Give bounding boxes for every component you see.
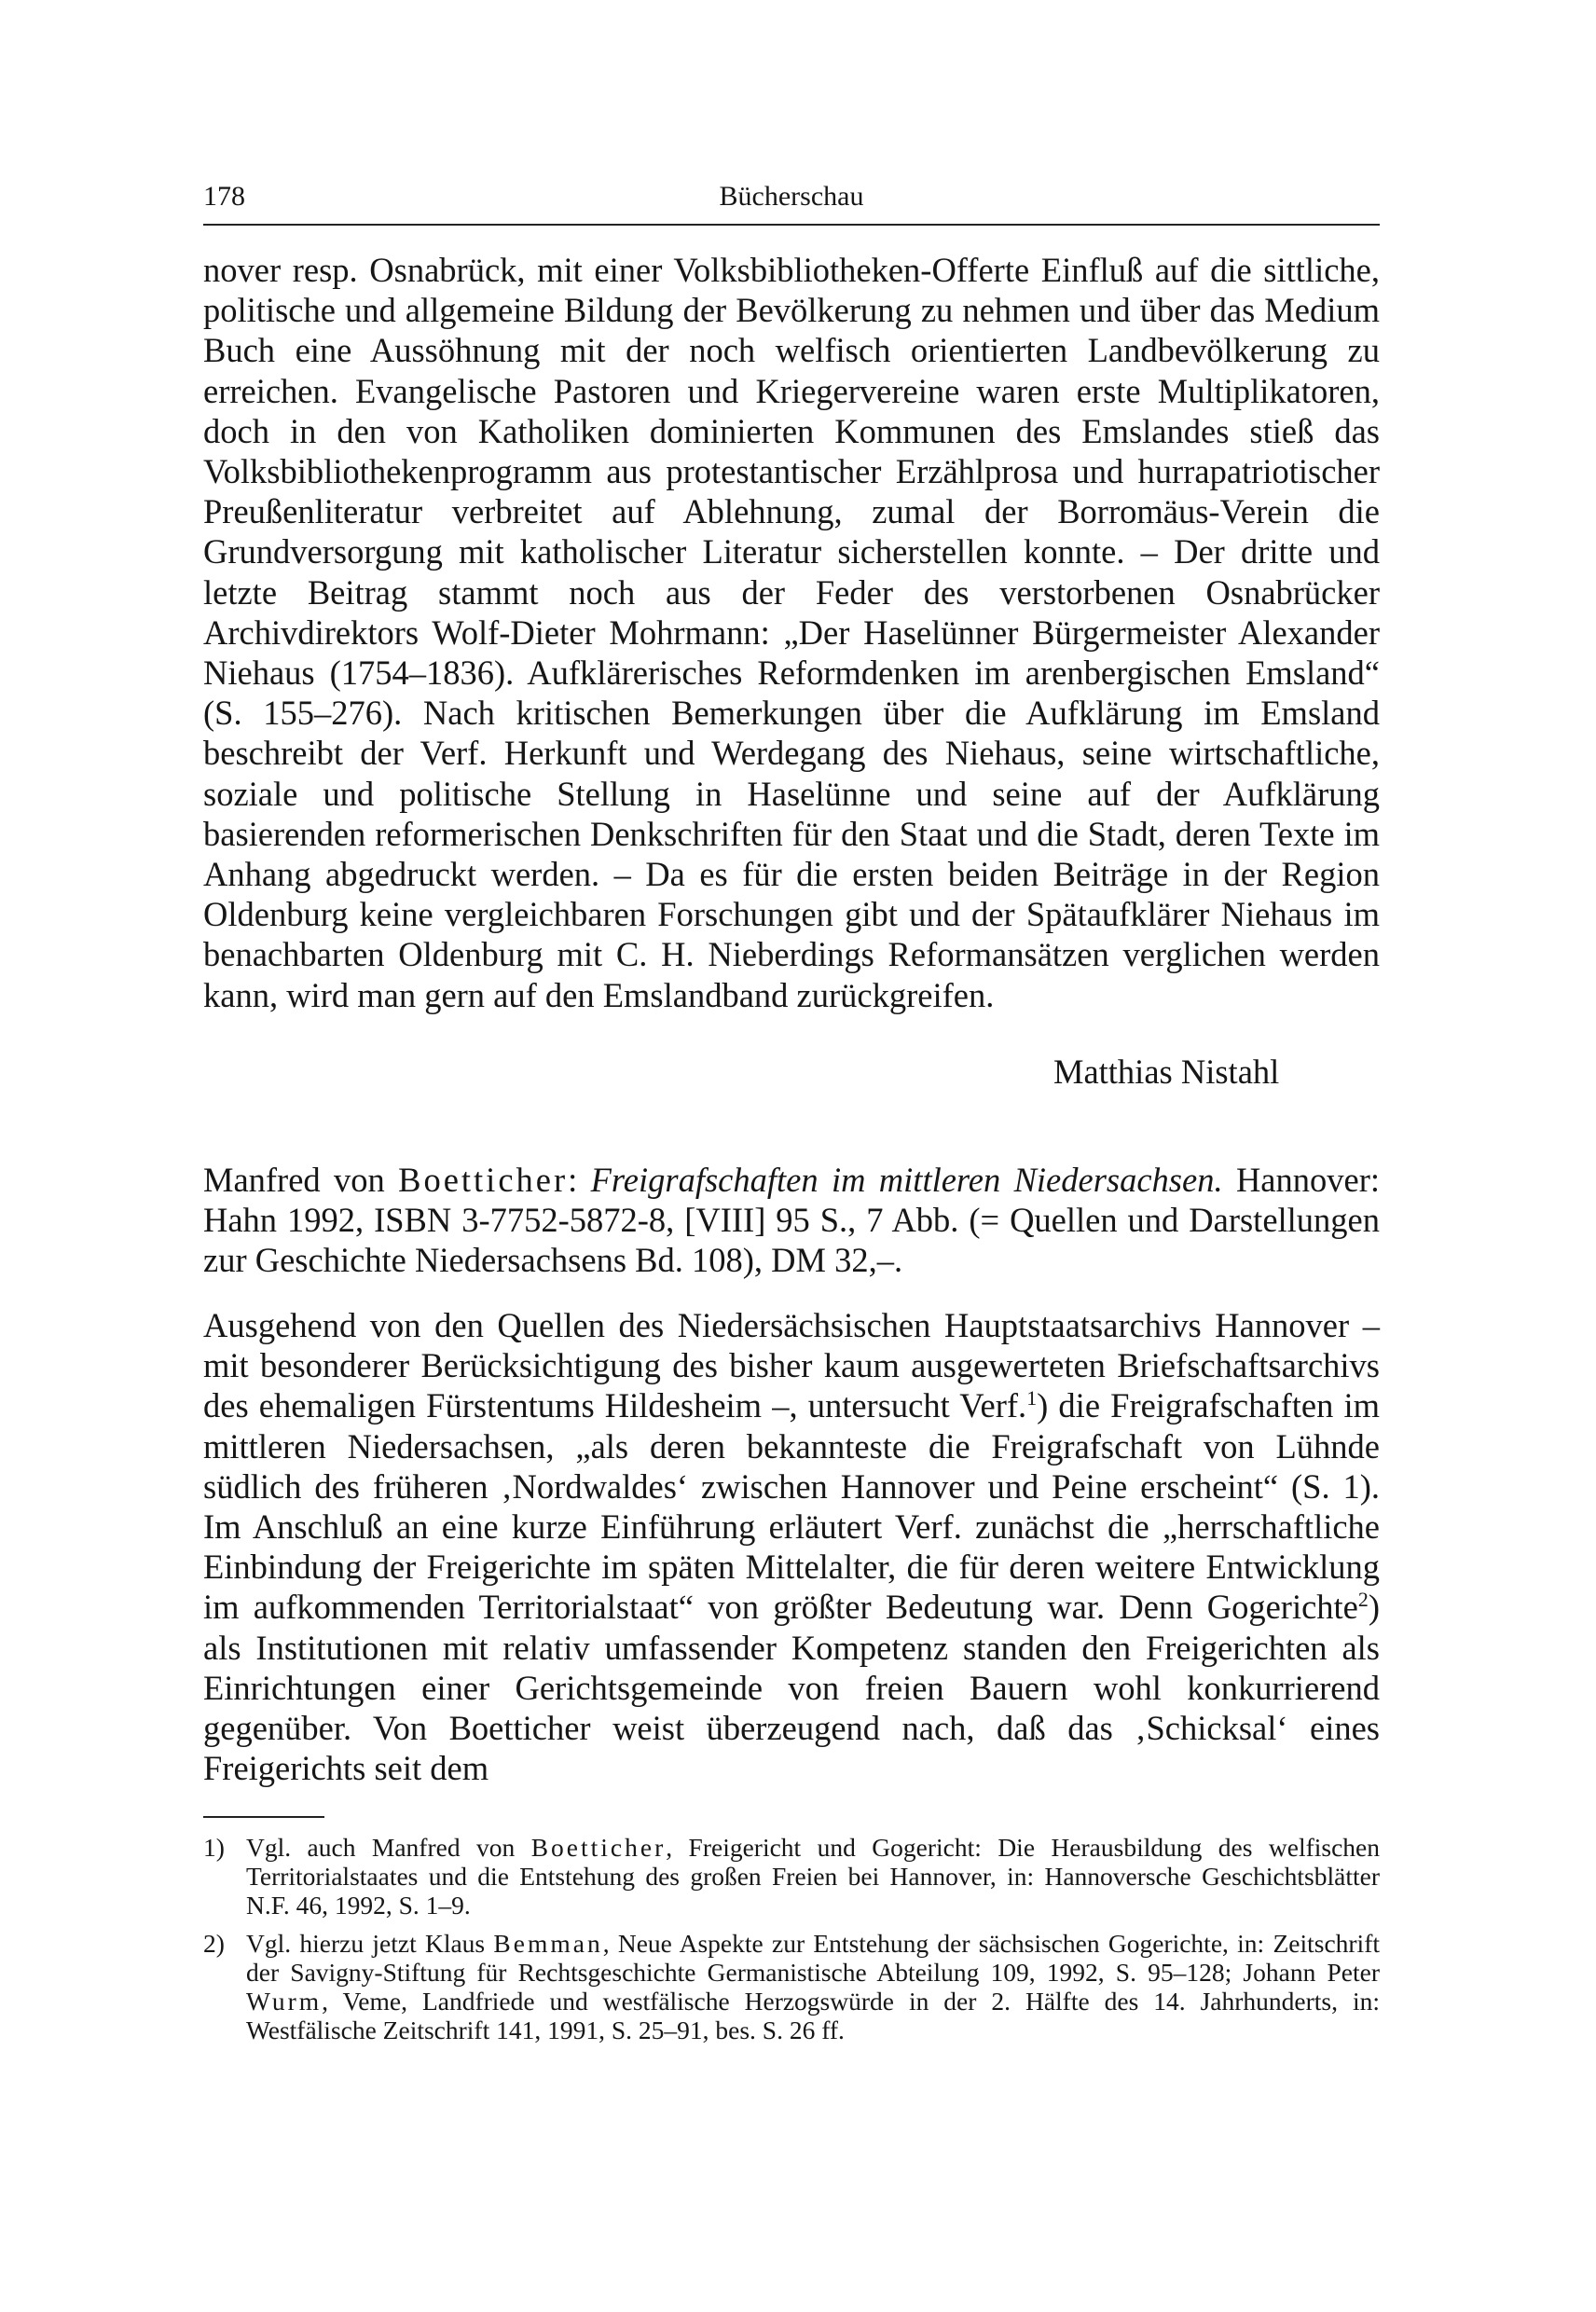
footnote-mark: 1): [203, 1833, 225, 1862]
review-text-c: ) als Institutionen mit relativ umfassender Kompetenz standen den Freigerichten als Einrichtungen einer Gerichtsgemeinde von freien Bauern wohl konkurrierend gegenüber. Von Boetticher weist überzeugend nach, daß das ‚Schicksal‘ eines Freigerichts seit dem: [203, 1588, 1380, 1788]
footnote-text: Vgl. auch Manfred von: [246, 1833, 531, 1862]
book-citation: Manfred von Boetticher: Freigrafschaften im mittleren Niedersachsen. Hannover: Hahn 1992, ISBN 3-7752-5872-8, [VIII] 95 S., 7 Abb. (= Quellen und Darstellungen zur Geschichte Niedersachsens Bd. 108), DM 32,–.: [203, 1161, 1380, 1280]
footnote-2: [203, 1929, 1380, 2044]
citation-details: Hannover: Hahn 1992, ISBN 3-7752-5872-8, [VIII] 95 S., 7 Abb. (= Quellen und Darstellungen zur Geschichte Niedersachsens Bd. 108), DM 32,–.: [203, 1161, 1380, 1280]
review-continuation-paragraph: nover resp. Osnabrück, mit einer Volksbibliotheken-Offerte Einfluß auf die sittliche, politische und allgemeine Bildung der Bevölkerung zu nehmen und über das Medium Buch eine Aussöhnung mit der noch welfisch orientierten Landbevölkerung zu erreichen. Evangelische Pastoren und Kriegervereine waren erste Multiplikatoren, doch in den von Katholiken dominierten Kommunen des Emslandes stieß das Volksbibliothekenprogramm aus protestantischer Erzählprosa und hurrapatriotischer Preußenliteratur verbreitet auf Ablehnung, zumal der Borromäus-Verein die Grundversorgung mit katholischer Literatur sicherstellen konnte. – Der dritte und letzte Beitrag stammt noch aus der Feder des verstorbenen Osnabrücker Archivdirektors Wolf-Dieter Mohrmann: „Der Haselünner Bürgermeister Alexander Niehaus (1754–1836). Aufklärerisches Reformdenken im arenbergischen Emsland“ (S. 155–276). Nach kritischen Bemerkungen über die Aufklärung im Emsland beschreibt der Verf. Herkunft und Werdegang des Niehaus, seine wirtschaftliche, soziale und politische Stellung in Haselünne und seine auf der Aufklärung basierenden reformerischen Denkschriften für den Staat und die Stadt, deren Texte im Anhang abgedruckt werden. – Da es für die ersten beiden Beiträge in der Region Oldenburg keine vergleichbaren Forschungen gibt und der Spätaufklärer Niehaus im benachbarten Oldenburg mit C. H. Nieberdings Reformansätzen verglichen werden kann, wird man gern auf den Emslandband zurückgreifen.: [203, 251, 1380, 1014]
footnotes: [203, 1833, 1380, 2054]
review-text-a: Ausgehend von den Quellen des Niedersächsischen Hauptstaatsarchivs Hannover – mit besonderer Berücksichtigung des bisher kaum ausgewerteten Briefschaftsarchivs des ehemaligen Fürstentums Hildesheim –, untersucht Verf.: [203, 1306, 1380, 1425]
footnote-text: , Veme, Landfriede und westfälische Herzogswürde in der 2. Hälfte des 14. Jahrhunderts, in: Westfälische Zeitschrift 141, 1991, S. 25–91, bes. S. 26 ff.: [246, 1987, 1380, 2044]
citation-title: Freigrafschaften im mittleren Niedersachsen.: [590, 1161, 1223, 1199]
footnote-author: Wurm: [246, 1987, 323, 2016]
footnote-text: , Neue Aspekte zur Entstehung der sächsischen Gogerichte, in: Zeitschrift der Savigny-Stiftung für Rechtsgeschichte Germanistische Abteilung 109, 1992, S. 95–128; Johann Peter: [246, 1929, 1381, 1987]
footnote-1: [203, 1833, 1380, 1920]
running-header: [203, 175, 1380, 218]
footnote-author: Boetticher: [530, 1833, 667, 1862]
citation-author-first: Manfred von: [203, 1161, 385, 1199]
footnote-ref-1[interactable]: 1: [1026, 1386, 1038, 1411]
footnote-mark: 2): [203, 1929, 225, 1958]
review-paragraph: [203, 1305, 1380, 1788]
footnote-rule: [203, 1816, 324, 1818]
footnote-text: , Freigericht und Gogericht: Die Herausbildung des welfischen Territorialstaates und die Entstehung des großen Freien bei Hannover, in: Hannoversche Geschichtsblätter N.F. 46, 1992, S. 1–9.: [246, 1833, 1380, 1920]
footnote-text: Vgl. hierzu jetzt Klaus: [246, 1929, 494, 1958]
reviewer-signature: Matthias Nistahl: [1053, 1053, 1280, 1091]
section-title: Bücherschau: [719, 181, 864, 212]
header-rule: [203, 224, 1380, 226]
review-text-b: ) die Freigrafschaften im mittleren Niedersachsen, „als deren bekannteste die Freigrafschaft von Lühnde südlich des früheren ‚Nordwaldes‘ zwischen Hannover und Peine erscheint“ (S. 1). Im Anschluß an eine kurze Einführung erläutert Verf. zunächst die „herrschaftliche Einbindung der Freigerichte im späten Mittelalter, die für deren weitere Entwicklung im aufkommenden Territorialstaat“ von größter Bedeutung war. Denn Gogerichte: [203, 1386, 1380, 1627]
citation-author-last: Boetticher: [398, 1161, 569, 1199]
footnote-author: Bemman: [493, 1929, 603, 1958]
page-number: 178: [203, 181, 245, 212]
footnote-ref-2[interactable]: 2: [1357, 1588, 1369, 1612]
